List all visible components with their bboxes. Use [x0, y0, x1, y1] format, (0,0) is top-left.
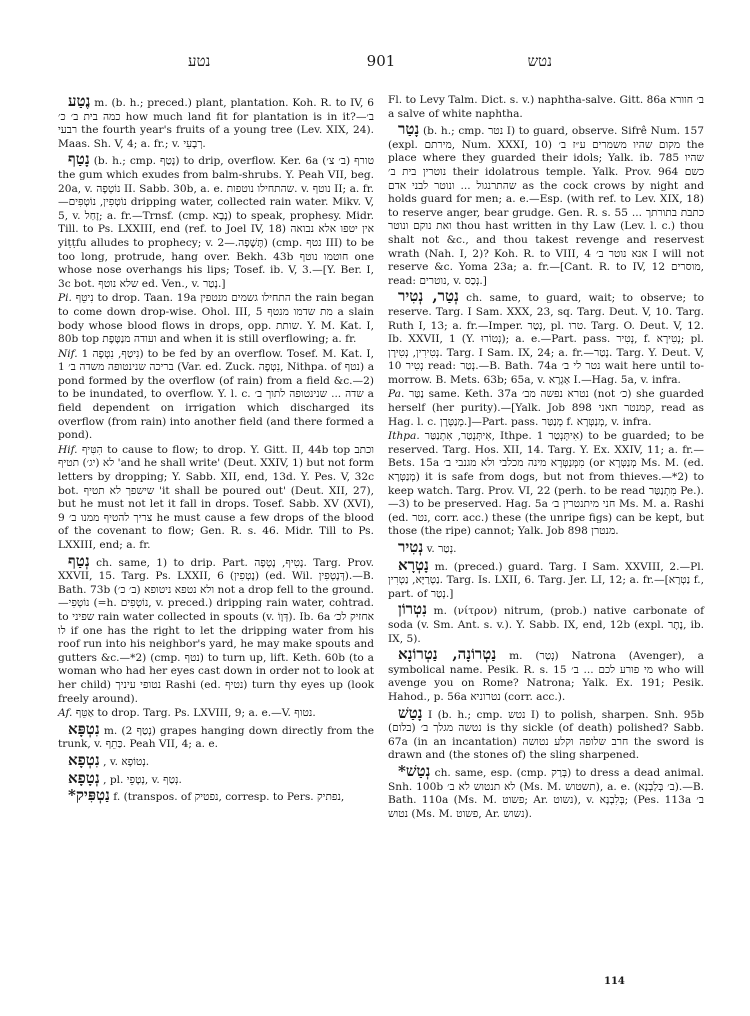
entry-text: נַטַּר same. Keth. 37a נטרא נפשה מב׳ (not כ׳) she guarded herself (her purity).—[Yalk. Job 898 קמנטר חאני, read as Hag. l. c. מְנַטְּרָן.]—Part. pass. מְנַטַּר f. מְנַטְּרָא, v. infra. [388, 388, 705, 428]
entry-text: , pl. נְטָפֵי, v. נְטַף. [103, 773, 182, 786]
left-column [58, 94, 374, 806]
entry-text: (b. h.; cmp. נטר I) to guard, observe. Sifrê Num. 157 (expl. מירתם, Num. XXXI, 10) מקום שהיו משמרים ע״ז ב׳ the place where they guarded their idols; Yalk. ib. 785 שהיו נוטרין בית ב׳ their idolatrous temple. Yalk. Prov. 964 כשם שהתרנגול ... ונוטר לבני אדם as the cock crows by night and holds guard for men; a. e.—Esp. (with ref. to Lev. XIX, 18) to reserve anger, bear grudge. Gen. R. s. 55 כתבת בתורתך ... ואת נוקם ונוטר thou hast written in thy Law (Lev. l. c.) thou shalt not &c., and thou takest revenge and reservest wrath (Nah. I, 2)? Koh. R. to VIII, 4 אנא נוטר ב׳ I will not reserve &c. Yoma 23a; a. fr.—[Cant. R. to IV, 12 מוסרים, read: נוטרים, v. נְכַס.] [388, 125, 705, 287]
entry-headword: נִטְרוֹן [398, 600, 427, 619]
entry-text: נִיטֵף to drop. Taan. 19a התחילו גשמים מנטפין the rain began to come down drop-wise. Ohol. III, 5 מת שדמו מנטף a slain body whose blood flows in drops, opp. שותת. Y. M. Kat. I, 80b top ועודה מנַטֶּפֶת and when it is still overflowing; a. fr. [58, 292, 374, 346]
entry-text: m. (preced.) guard. Targ. I Sam. XXVIII, 2.—Pl. נַטְרַיָּא, נַטְרִין. Targ. Is. LXII, 6. Targ. Jer. LI, 12; a. fr.—[נַטְרָא f., part. of נְטַר.] [388, 560, 704, 600]
dictionary-entry [388, 602, 704, 646]
entry-headword: נָטַף [68, 150, 90, 169]
running-headword-right: נטש [527, 52, 552, 70]
dictionary-entry [388, 388, 704, 429]
dictionary-entry [388, 430, 704, 539]
entry-headword: נִטְפָּא [68, 719, 100, 738]
entry-text: f. (transpos. of נפטיק, corresp. to Pers. נפתיק, [113, 791, 345, 804]
dictionary-entry [388, 94, 704, 121]
right-column [388, 94, 704, 822]
running-headword-left: נטע [188, 52, 211, 70]
dictionary-entry [388, 703, 704, 763]
stem-label: Hif. [58, 443, 78, 456]
stem-label: Nif. [58, 347, 78, 360]
entry-headword: *נְטַשׁ [398, 761, 431, 780]
stem-label: Pi. [58, 292, 72, 305]
dictionary-entry [58, 551, 375, 707]
dictionary-entry [58, 788, 374, 805]
entry-headword: נִטְפָא [68, 750, 100, 769]
entry-text: ch. same, esp. (cmp. בְּרַק) to dress a dead animal. Snh. 100b לא תנטוש לא ב׳ (Ms. M. תשטוש), a. e. (ב׳ בְּלַבְנָא).—B. Bath. 110a (Ms. M. פשוט; Ar. נשוט), v. בְּלִבְנָא; (Pes. 113a ב׳ נטוש (Ms. M. פשוט, Ar. נשוש). [388, 766, 705, 820]
dictionary-entry [58, 768, 374, 788]
entry-text: m. (נְטַר) Natrona (Avenger), a symbolical name. Pesik. R. s. 15 מי פורע לכם ... ב׳ who will avenge you on Rome? Natrona; Yalk. Ex. 191; Pesik. Hahod., p. 56a נטרוניא (corr. acc.). [388, 650, 704, 703]
entry-headword: נְטִיר [398, 538, 424, 556]
stem-label: Pa. [388, 388, 405, 401]
entry-text: , v. נְטוֹפָא. [103, 755, 150, 768]
entry-text: ch. same, 1) to drip. Part. נָטִיף, נָטְפָה. Targ. Prov. XXVII, 15. Targ. Ps. LXXII, 6 (נָטְפִין) (ed. Wil. דְּנָטְפִין).—B. Bath. 73b ולא נטפא ניטופא (ב׳ כ׳) not a drop fell to the ground.—נוֹטְפִי (=h. נוֹטְפִים, v. preced.) dripping rain water, cohtrad. to שפיני rain water collected in spouts (v. דְּוָוֹ). Ib. 6a אחזיק לכ׳ לו if one has the right to let the dripping water from his roof run into his neighbor's yard, he may make spouts and gutters &c.—*2) (cmp. נטף) to turn up, lift. Keth. 60b (to a woman who had her eyes cast down in order not to look at her child) נטופי עיניך Rashi (ed. נטיף) turn thy eyes up (look freely around). [58, 556, 375, 705]
dictionary-entry [388, 289, 704, 387]
entry-headword: נֶטַע [68, 92, 91, 110]
entry-text: I (b. h.; cmp. נטש I) to polish, sharpen. Snh. 95b (בלום) נטשה מגלך ב׳ is thy sickle (of death) polished? Sabb. 67a (in an incantation) חרב שלופה וקלע נטושה the sword is drawn and (the stones of) the sling sharpened. [388, 708, 704, 762]
dictionary-entry [58, 707, 374, 721]
page-header [60, 52, 700, 74]
entry-text: הִטִּיף to cause to flow; to drop. Y. Gitt. II, 44b top וכתב לא (יג׳) תטיף 'and he shall write' (Deut. XXIV, 1) but not form letters by dropping; Y. Sabb. XII, end, 13d. Y. Pes. V, 32c bot. שישפך לא תטיף 'it shall be poured out' (Deut. XII, 27), but he must not let it fall in drops. Tosef. Sabb. XV (XVI), 9 צריך להטיף ממנו ב׳ he must cause a few drops of the blood of the covenant to flow; Gen. R. s. 46. Midr. Till to Ps. LXXIII, end; a. fr. [58, 443, 374, 551]
stem-label: Af. [58, 707, 73, 720]
entry-text: Fl. to Levy Talm. Dict. s. v.) naphtha-salve. Gitt. 86a ב׳ חוורא a salve of white naphtha. [388, 94, 705, 120]
entry-headword: נְטָפָא [68, 768, 100, 787]
entry-headword: נְטַר, נְטִיר [398, 287, 459, 306]
dictionary-entry [58, 750, 374, 770]
dictionary-entry [388, 761, 705, 821]
dictionary-entry [58, 719, 374, 752]
page-number: 901 [366, 52, 396, 70]
entry-text: m. (נְטַף 2) grapes hanging down directly from the trunk, v. כַּתֵף. Peah VII, 4; a. e. [58, 724, 374, 751]
dictionary-entry [388, 555, 704, 602]
entry-headword: נָטְרָא [398, 555, 429, 574]
dictionary-entry [388, 540, 704, 557]
dictionary-entry [58, 292, 374, 346]
entry-text: ch. same, to guard, wait; to observe; to reserve. Targ. I Sam. XXX, 23, sq. Targ. Deut. V, 10. Targ. Ruth I, 13; a. fr.—Imper. נְטַר, pl. טרו. Targ. O. Deut. V, 12. Ib. XXVII, 1 (Y. נְטוֹרוּ); a. e.—Part. pass. נְטִיר, f. נְטִירָא; pl. נְטִירִין, נְטִירָן. Targ. I Sam. IX, 24; a. fr.—נְטַר. Targ. Y. Deut. V, 10 נְטִיר read: נְטַר.—B. Bath. 74a נטר לי ב׳ wait here until to-morrow. B. Mets. 63b; 65a, v. אַגְרָא I.—Hag. 5a, v. infra. [388, 292, 704, 386]
dictionary-entry [388, 647, 704, 704]
entry-headword: נְטַף [68, 551, 90, 570]
entry-headword: נָטַר [398, 120, 420, 139]
entry-text: אַטֵּף to drop. Targ. Ps. LXVIII, 9; a. e.—V. נטוף. [75, 707, 316, 720]
entry-text: נִיטַף, נִטְפָה 1) to be fed by an overflow. Tosef. M. Kat. I, 1 בריכה שנינטופה משדה ב׳ (Var. ed. Zuck. נִטְפָה, Nithpa. of נטף) a pond formed by the overflow (of rain) from a field &c.—2) to be inundated, to overflow. Y. l. c. שדה ... שנינטופה לתוך ב׳ a field dependent on irrigation which discharged its overflow (from rain) into another field (and there formed a pond). [58, 347, 375, 442]
entry-text: אִיתְּנְטַר, אִתְנַטַּר, Ithpe. אִיתְּנְטַר 1) to be guarded; to be reserved. Targ. Hos. XII, 14. Targ. Y. Ex. XXIV, 11; a. fr.—Bets. 15a מִמְּנַטְּרָא מינה מכלבי ולא מגנבי ב׳ (or מְנַטְּרָא Ms. M. (ed. מְנַטְּרָא) it is safe from dogs, but not from thieves.—*2) to keep watch. Targ. Prov. VI, 22 (perh. to be read מִתְנַטַּר Pe.).—3) to be preserved. Hag. 5a חני מיתנטרין ב׳ Ms. M. a. Rashi (ed. נטר, corr. acc.) these (the unripe figs) can be kept, but those (the ripe) cannot; Yalk. Job 898 מנטרן. [388, 430, 705, 538]
entry-headword: נַטְרוֹנָה, נַטְרוֹנָא [398, 645, 497, 664]
entry-text: v. נְטַר. [426, 543, 457, 555]
dictionary-entry [388, 122, 704, 288]
entry-text: (b. h.; cmp. נָטַף) to drip, overflow. Ker. 6a טורף (ב׳ צ׳) the gum which exudes from balm-shrubs. Y. Peah VII, beg. 20a, v. נוֹטְפָה II. Sabb. 30b, a. e. שהתחילו נוטפות. v. נוטף II; a. fr.—נוֹטְפִין, נוֹטְפִים dripping water, collected rain water. Mikv. V, 5, v. זָחַל; a. fr.—Trnsf. (cmp. נָבָא) to speak, prophesy. Midr. Till. to Ps. LXXIII, end (ref. to Joel IV, 18) אין יטפו אלא נבואה yiṭṭfu alludes to prophecy; v. תֶּשֶׁפָה.—2) (cmp. נטף III) to be too long, protrude, hang over. Bekh. 43b חוטמו נוטף one whose nose overhangs his lips; Tosef. ib. V, 3.—[Y. Ber. I, 3c bot. שלא נוטף ed. Ven., v. נָטַר.] [58, 155, 374, 290]
stem-label: Ithpa. [388, 430, 420, 443]
entry-text: m. (νίτρον) nitrum, (prob.) native carbonate of soda (v. Sm. Ant. s. v.). Y. Sabb. IX, end, 12b (expl. נֶתֶר, ib. IX, 5). [388, 605, 705, 645]
entry-headword: *נַטְפִּיק [68, 786, 110, 805]
dictionary-entry [58, 94, 374, 151]
entry-headword: נָטַשׁ [398, 703, 423, 722]
entry-text: m. (b. h.; preced.) plant, plantation. Koh. R. to IV, 6 כמה בית ב׳ כ׳ how much land fit for plantation is in it?—ב׳ רבעי the fourth year's fruits of a young tree (Lev. XIX, 24). Maas. Sh. V, 4; a. fr.; v. רְבָעִי. [58, 97, 374, 150]
dictionary-entry [58, 348, 374, 443]
dictionary-entry [58, 152, 374, 291]
signature-mark: 114 [604, 976, 625, 987]
dictionary-entry [58, 444, 374, 553]
